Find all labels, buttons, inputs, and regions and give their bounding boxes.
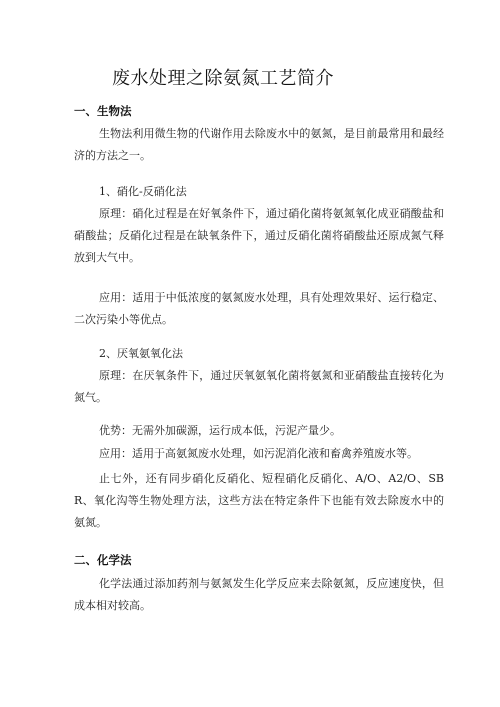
method-heading-anammox: 2、厌氧氨氧化法	[99, 347, 183, 360]
anammox-principle-paragraph: 原理：在厌氧条件下，通过厌氧氨氧化菌将氨氮和亚硝酸盐直接转化为氮气。	[74, 369, 444, 404]
anammox-advantage-paragraph: 优势：无需外加碳源，运行成本低，污泥产量少。	[99, 424, 341, 437]
nitrification-principle-paragraph: 原理：硝化过程是在好氧条件下，通过硝化菌将氨氮氧化成亚硝酸盐和硝酸盐；反硝化过程是在缺氧条件下，通过反硝化菌将硝酸盐还原成氮气释放到大气中。	[74, 207, 444, 264]
document-title: 废水处理之除氨氮工艺简介	[112, 68, 334, 89]
nitrification-application-paragraph: 应用：适用于中低浓度的氨氮废水处理，具有处理效果好、运行稳定、二次污染小等优点。	[74, 291, 444, 326]
biological-intro-paragraph: 生物法利用微生物的代谢作用去除废水中的氨氮，是目前最常用和最经济的方法之一。	[74, 127, 444, 162]
method-heading-nitrification-denitrification: 1、硝化-反硝化法	[99, 185, 187, 198]
other-biological-methods-paragraph: 止七外，还有同步硝化反硝化、短程硝化反硝化、A/O、A2/O、SBR、氧化沟等生物处理方法，这些方法在特定条件下也能有效去除废水中的氨氮。	[74, 472, 444, 529]
anammox-application-paragraph: 应用：适用于高氨氮废水处理，如污泥消化液和畜禽养殖废水等。	[99, 447, 418, 460]
chemical-intro-paragraph: 化学法通过添加药剂与氨氮发生化学反应来去除氨氮，反应速度快，但成本相对较高。	[74, 577, 444, 612]
section-heading-chemical: 二、化学法	[74, 553, 132, 567]
section-heading-biological: 一、生物法	[74, 104, 132, 118]
